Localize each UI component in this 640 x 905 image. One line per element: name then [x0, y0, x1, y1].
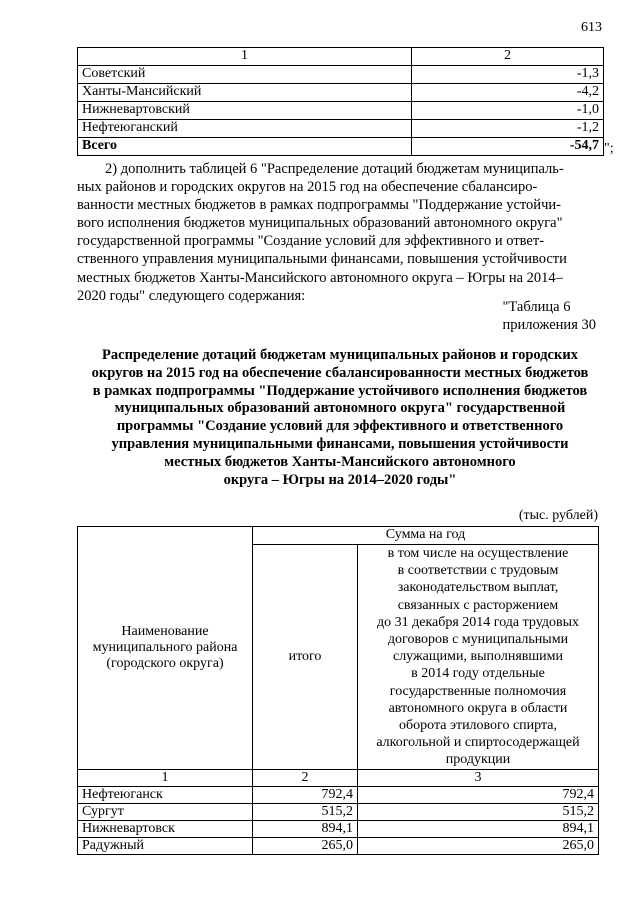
header-line: муниципального района	[92, 639, 238, 655]
paragraph-line: ных районов и городских округов на 2015 год на обеспечение сбалансиро-	[77, 179, 538, 196]
header-line: законодательством выплат,	[397, 580, 559, 596]
table-row	[78, 102, 604, 120]
header-line: в 2014 году отдельные	[411, 666, 545, 682]
column-number-1: 1	[78, 48, 412, 66]
title-line: программы "Создание условий для эффективного и ответственного	[116, 418, 564, 435]
paragraph-line: 2020 годы" следующего содержания:	[77, 287, 306, 304]
closing-quote: ";	[604, 141, 614, 156]
city-total: 792,4	[253, 786, 358, 803]
total-row	[78, 138, 604, 156]
total-label: Всего	[78, 138, 412, 156]
table-header-row	[78, 48, 604, 66]
title-line: Распределение дотаций бюджетам муниципальных районов и городских	[102, 347, 578, 363]
title-line: муниципальных образований автономного округа" государственной	[114, 400, 566, 417]
city-name: Нефтеюганск	[78, 786, 253, 803]
column-header-part	[358, 545, 599, 770]
city-name: Нижневартовск	[78, 820, 253, 837]
table-row	[78, 66, 604, 84]
header-line: оборота этилового спирта,	[399, 718, 557, 734]
title-line: округа – Югры на 2014–2020 годы"	[223, 471, 457, 488]
header-line: договоров с муниципальными	[387, 632, 569, 648]
table-row	[78, 84, 604, 102]
city-total: 894,1	[253, 820, 358, 837]
paragraph-line: 2) дополнить таблицей 6 "Распределение дотаций бюджетам муниципаль-	[105, 161, 564, 177]
city-part: 515,2	[358, 803, 599, 820]
paragraph-line: ванности местных бюджетов в рамках подпрограммы "Поддержание устойчи-	[77, 197, 561, 214]
column-number-2: 2	[412, 48, 604, 66]
table-row	[78, 786, 599, 803]
title-line: в рамках подпрограммы "Поддержание устойчивого исполнения бюджетов	[92, 382, 588, 399]
header-line: служащими, выполнявшими	[392, 649, 563, 665]
paragraph-line: вого исполнения бюджетов муниципальных образований автономного округа"	[77, 215, 563, 232]
header-line: до 31 декабря 2014 года трудовых	[376, 614, 579, 630]
header-line: (городского округа)	[106, 655, 224, 671]
district-name: Ханты-Мансийский	[78, 84, 412, 102]
title-line: управления муниципальными финансами, повышения устойчивости	[111, 435, 569, 452]
city-total: 265,0	[253, 838, 358, 855]
column-number-3: 3	[358, 769, 599, 786]
header-line: в том числе на осуществление	[387, 546, 569, 561]
title-line: округов на 2015 год на обеспечение сбалансированности местных бюджетов	[91, 364, 589, 381]
header-line: алкогольной и спиртосодержащей	[376, 735, 580, 751]
header-line: Наименование	[121, 623, 209, 639]
city-name: Сургут	[78, 803, 253, 820]
page-number: 613	[581, 20, 602, 35]
title-line: местных бюджетов Ханты-Мансийского автономного	[164, 453, 516, 470]
city-total: 515,2	[253, 803, 358, 820]
column-number-row	[78, 769, 599, 786]
district-name: Нефтеюганский	[78, 120, 412, 138]
city-name: Радужный	[78, 838, 253, 855]
header-line: государственные полномочия	[389, 683, 567, 699]
table-title	[70, 347, 610, 489]
subsidy-table	[77, 526, 599, 855]
column-header-total: итого	[253, 545, 358, 770]
table-row	[78, 820, 599, 837]
district-value: -1,3	[412, 66, 604, 84]
table-header-row	[78, 527, 599, 545]
amendment-paragraph	[77, 160, 604, 305]
paragraph-line: государственной программы "Создание условий для эффективного и ответ-	[77, 233, 545, 250]
paragraph-line: местных бюджетов Ханты-Мансийского автономного округа – Югры на 2014–	[77, 269, 563, 286]
district-value: -4,2	[412, 84, 604, 102]
table-reference-line: "Таблица 6	[502, 299, 571, 315]
district-name: Советский	[78, 66, 412, 84]
paragraph-line: ственного управления муниципальными финансами, повышения устойчивости	[77, 251, 567, 268]
column-header-sum: Сумма на год	[253, 527, 599, 545]
column-header-name	[78, 527, 253, 770]
summary-table	[77, 47, 604, 156]
column-number-1: 1	[78, 769, 253, 786]
district-value: -1,0	[412, 102, 604, 120]
total-value: -54,7	[412, 138, 604, 156]
table-reference-line: приложения 30	[502, 317, 596, 333]
city-part: 894,1	[358, 820, 599, 837]
header-line: связанных с расторжением	[397, 597, 559, 613]
header-line: продукции	[445, 752, 511, 768]
table-row	[78, 838, 599, 855]
column-number-2: 2	[253, 769, 358, 786]
table-row	[78, 120, 604, 138]
header-line: в соответствии с трудовым	[397, 563, 559, 579]
district-name: Нижневартовский	[78, 102, 412, 120]
table-reference	[503, 298, 596, 334]
district-value: -1,2	[412, 120, 604, 138]
units-label: (тыс. рублей)	[518, 508, 598, 523]
city-part: 792,4	[358, 786, 599, 803]
city-part: 265,0	[358, 838, 599, 855]
header-line: автономного округа в области	[388, 700, 568, 716]
table-row	[78, 803, 599, 820]
